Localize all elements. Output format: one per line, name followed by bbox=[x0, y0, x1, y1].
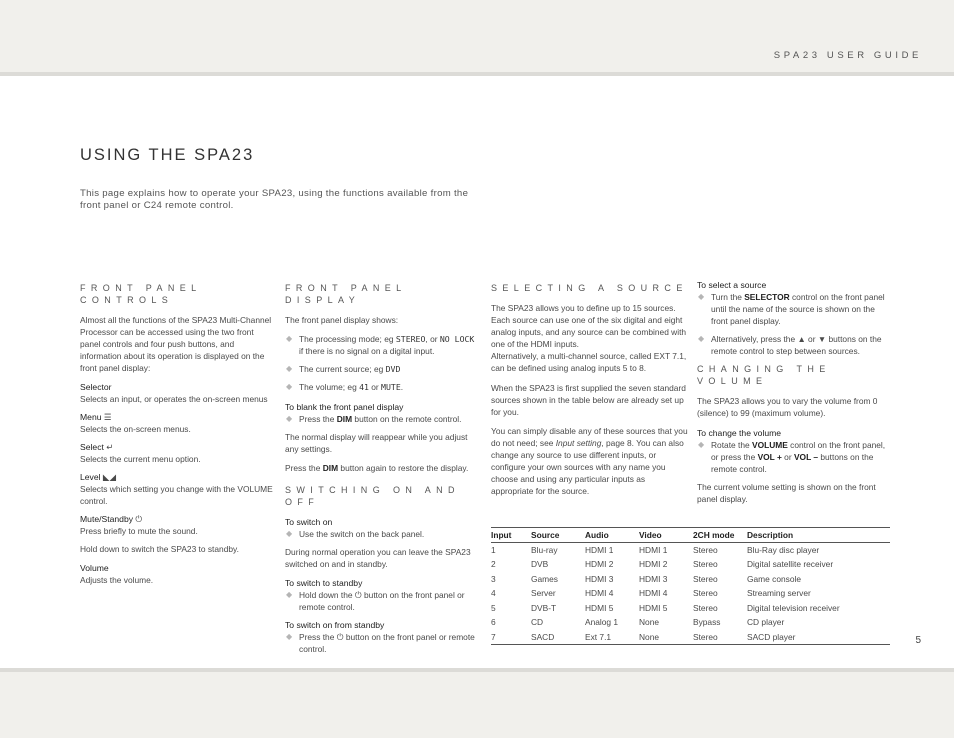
section-heading: SELECTING A SOURCE bbox=[491, 283, 688, 293]
table-row bbox=[491, 572, 890, 587]
control-item bbox=[80, 411, 275, 435]
diamond-bullet-icon: ◆ bbox=[286, 529, 293, 538]
table-row bbox=[491, 586, 890, 601]
table-cell: CD bbox=[531, 617, 544, 628]
column-header: Input bbox=[491, 528, 531, 543]
table-cell: 1 bbox=[491, 545, 496, 555]
table-cell: Game console bbox=[747, 573, 801, 584]
subheading-blank-display: To blank the front panel display bbox=[285, 402, 404, 412]
table-cell: DVB-T bbox=[531, 602, 557, 613]
footer-band bbox=[0, 672, 954, 738]
table-cell: 3 bbox=[491, 573, 496, 584]
key-name: VOLUME bbox=[751, 440, 788, 450]
front-panel-controls-section bbox=[80, 282, 275, 592]
diamond-bullet-icon: ◆ bbox=[286, 382, 293, 391]
diamond-bullet-icon: ◆ bbox=[286, 334, 293, 343]
table-cell: Stereo bbox=[693, 588, 718, 599]
control-item bbox=[80, 513, 275, 537]
column-header: Audio bbox=[585, 528, 639, 543]
column-header: 2CH mode bbox=[693, 528, 747, 543]
control-item-volume bbox=[80, 562, 275, 586]
control-desc: Press briefly to mute the sound. bbox=[80, 526, 198, 536]
reappear-text: The normal display will reappear while you adjust any settings. bbox=[285, 432, 468, 454]
table-cell: HDMI 1 bbox=[639, 545, 668, 555]
bullet-standby: ◆ Hold down the ⏻ button on the front panel or remote control. bbox=[286, 590, 465, 612]
control-label: Volume bbox=[80, 563, 109, 573]
table-cell: Server bbox=[531, 588, 556, 599]
control-label: Menu bbox=[80, 412, 102, 422]
table-cell: HDMI 4 bbox=[639, 588, 668, 599]
control-desc: Selects an input, or operates the on-screen menus bbox=[80, 394, 268, 404]
table-cell: None bbox=[639, 617, 660, 628]
table-cell: HDMI 2 bbox=[639, 559, 668, 570]
section-heading: FRONT PANEL DISPLAY bbox=[285, 283, 407, 305]
header-band bbox=[0, 0, 954, 72]
display-code: MUTE bbox=[381, 382, 401, 392]
mute-hold-text: Hold down to switch the SPA23 to standby. bbox=[80, 544, 239, 554]
sources-table bbox=[491, 527, 890, 645]
bullet-rotate-volume: ◆ Rotate the VOLUME control on the front panel, or press the VOL + or VOL – buttons on the remote control. bbox=[698, 440, 886, 474]
control-symbol-icon: ◣◢ bbox=[102, 472, 117, 482]
table-row bbox=[491, 543, 890, 558]
control-symbol-icon: ↵ bbox=[106, 442, 114, 452]
table-cell: None bbox=[639, 630, 693, 645]
table-cell: Stereo bbox=[693, 602, 718, 613]
subheading-switch-on: To switch on bbox=[285, 517, 333, 527]
control-desc: Selects the current menu option. bbox=[80, 454, 201, 464]
section-heading-volume: CHANGING THE VOLUME bbox=[697, 364, 831, 386]
table-cell: HDMI 2 bbox=[585, 559, 614, 570]
control-label: Selector bbox=[80, 382, 112, 392]
table-cell: HDMI 5 bbox=[639, 602, 668, 613]
table-cell: Bypass bbox=[693, 617, 721, 628]
table-cell: Blu-ray bbox=[531, 545, 558, 555]
diamond-bullet-icon: ◆ bbox=[286, 414, 293, 423]
controls-list bbox=[80, 381, 275, 537]
guide-title: SPA23 USER GUIDE bbox=[773, 50, 922, 61]
table-cell: Digital satellite receiver bbox=[747, 559, 834, 570]
key-name: VOL + bbox=[757, 452, 782, 462]
table-cell: CD player bbox=[747, 617, 785, 628]
page-number: 5 bbox=[915, 635, 921, 646]
subheading-standby: To switch to standby bbox=[285, 578, 363, 588]
key-name: DIM bbox=[336, 414, 353, 424]
power-icon: ⏻ bbox=[336, 632, 344, 642]
cross-reference: Input setting bbox=[555, 438, 602, 448]
control-symbol-icon: ☰ bbox=[103, 412, 112, 422]
section-heading-switching: SWITCHING ON AND OFF bbox=[285, 485, 460, 507]
bullet-processing-mode: ◆ The processing mode; eg STEREO, or NO LOCK if there is no signal on a digital input. bbox=[286, 334, 475, 356]
section-intro: The front panel display shows: bbox=[285, 315, 399, 325]
table-row bbox=[491, 615, 890, 630]
table-row bbox=[491, 630, 890, 645]
diamond-bullet-icon: ◆ bbox=[286, 590, 293, 599]
table-cell: SACD player bbox=[747, 630, 890, 645]
front-panel-display-section bbox=[285, 282, 480, 661]
display-code: STEREO bbox=[395, 334, 426, 344]
bullet-volume: ◆ The volume; eg 41 or MUTE. bbox=[286, 382, 404, 392]
table-cell: Analog 1 bbox=[585, 617, 619, 628]
power-icon: ⏻ bbox=[354, 590, 362, 600]
up-arrow-icon: ▲ bbox=[797, 334, 806, 344]
diamond-bullet-icon: ◆ bbox=[698, 292, 705, 301]
standard-sources-text: When the SPA23 is first supplied the seven standard sources shown in the table below are already set up for you. bbox=[491, 383, 686, 417]
selecting-source-section bbox=[491, 282, 689, 504]
table-cell: 2 bbox=[491, 559, 496, 570]
volume-range-text: The SPA23 allows you to vary the volume from 0 (silence) to 99 (maximum volume). bbox=[697, 396, 878, 418]
table-cell: Stereo bbox=[693, 559, 718, 570]
bullet-from-standby: ◆ Press the ⏻ button on the front panel or remote control. bbox=[286, 632, 475, 654]
table-cell: Digital television receiver bbox=[747, 602, 840, 613]
column-header: Description bbox=[747, 528, 890, 543]
table-cell: HDMI 1 bbox=[585, 545, 614, 555]
table-cell: HDMI 3 bbox=[639, 573, 668, 584]
table-cell: 4 bbox=[491, 588, 496, 599]
column-header: Source bbox=[531, 528, 585, 543]
diamond-bullet-icon: ◆ bbox=[286, 632, 293, 641]
select-and-volume-section bbox=[697, 282, 892, 512]
control-label: Mute/Standby bbox=[80, 514, 134, 524]
table-cell: 5 bbox=[491, 602, 496, 613]
table-row bbox=[491, 557, 890, 572]
table-cell: Streaming server bbox=[747, 588, 811, 599]
table-cell: SACD bbox=[531, 630, 585, 645]
diamond-bullet-icon: ◆ bbox=[698, 334, 705, 343]
sources-intro: The SPA23 allows you to define up to 15 sources. Each source can use one of the six digital and eight analog inputs, and any source can be combined with one of the HDMI inputs. Alternatively, a multi-channel source, called EXT 7.1, can be defined using analog inputs 5 to 8. bbox=[491, 303, 687, 373]
page-intro: This page explains how to operate your SPA23, using the functions available from the front panel or C24 remote control. bbox=[80, 188, 469, 211]
table-cell: Ext 7.1 bbox=[585, 630, 639, 645]
bullet-current-source: ◆ The current source; eg DVD bbox=[286, 364, 401, 374]
display-code: 41 bbox=[359, 382, 369, 392]
table-header-row bbox=[491, 528, 890, 543]
control-item bbox=[80, 441, 275, 465]
bullet-blank-display: ◆ Press the DIM button on the remote control. bbox=[286, 414, 462, 424]
section-heading: FRONT PANEL CONTROLS bbox=[80, 283, 202, 305]
table-cell: Stereo bbox=[693, 545, 718, 555]
table-cell: 7 bbox=[491, 630, 531, 645]
table-body bbox=[491, 543, 890, 645]
subheading-from-standby: To switch on from standby bbox=[285, 620, 385, 630]
table-cell: Stereo bbox=[693, 630, 747, 645]
control-desc: Adjusts the volume. bbox=[80, 575, 154, 585]
bullet-turn-selector: ◆ Turn the SELECTOR control on the front panel until the name of the source is shown on the front panel display. bbox=[698, 292, 885, 326]
normal-operation-text: During normal operation you can leave the SPA23 switched on and in standby. bbox=[285, 547, 471, 569]
control-label: Select bbox=[80, 442, 104, 452]
restore-text: Press the DIM button again to restore the display. bbox=[285, 463, 469, 473]
table-cell: Games bbox=[531, 573, 558, 584]
down-arrow-icon: ▼ bbox=[817, 334, 827, 344]
subheading-change-volume: To change the volume bbox=[697, 428, 782, 438]
volume-display-text: The current volume setting is shown on the front panel display. bbox=[697, 482, 876, 504]
display-code: DVD bbox=[385, 364, 401, 374]
control-label: Level bbox=[80, 472, 101, 482]
bullet-switch-on: ◆ Use the switch on the back panel. bbox=[286, 529, 425, 539]
table-cell: HDMI 4 bbox=[585, 588, 614, 599]
section-intro: Almost all the functions of the SPA23 Multi-Channel Processor can be accessed using the two front panel controls and four push buttons, and information about its operation is displayed on the front panel display: bbox=[80, 315, 272, 373]
table-cell: HDMI 5 bbox=[585, 602, 614, 613]
control-item bbox=[80, 471, 275, 507]
table-cell: HDMI 3 bbox=[585, 573, 614, 584]
control-desc: Selects which setting you change with the VOLUME control. bbox=[80, 484, 273, 506]
table-row bbox=[491, 601, 890, 616]
subheading-select-source: To select a source bbox=[697, 280, 767, 290]
table-cell: Blu-Ray disc player bbox=[747, 545, 820, 555]
diamond-bullet-icon: ◆ bbox=[698, 440, 705, 449]
diamond-bullet-icon: ◆ bbox=[286, 364, 293, 373]
key-name: DIM bbox=[322, 463, 339, 473]
page-title: USING THE SPA23 bbox=[80, 146, 255, 164]
display-code: NO LOCK bbox=[439, 334, 475, 344]
column-header: Video bbox=[639, 528, 693, 543]
disable-sources-text: You can simply disable any of these sources that you do not need; see Input setting, page 8. You can also change any source to use different inputs, or configure your own sources with any name you choose and using any particular inputs as appropriate for the source. bbox=[491, 426, 688, 496]
bullet-step-sources: ◆ Alternatively, press the ▲ or ▼ buttons on the remote control to step between sources. bbox=[698, 334, 882, 356]
table-cell: DVB bbox=[531, 559, 549, 570]
control-symbol-icon: ⏻ bbox=[135, 514, 143, 524]
control-desc: Selects the on-screen menus. bbox=[80, 424, 191, 434]
control-item bbox=[80, 381, 275, 405]
key-name: SELECTOR bbox=[744, 292, 790, 302]
table-cell: 6 bbox=[491, 617, 496, 628]
key-name: VOL – bbox=[793, 452, 819, 462]
table-cell: Stereo bbox=[693, 573, 718, 584]
